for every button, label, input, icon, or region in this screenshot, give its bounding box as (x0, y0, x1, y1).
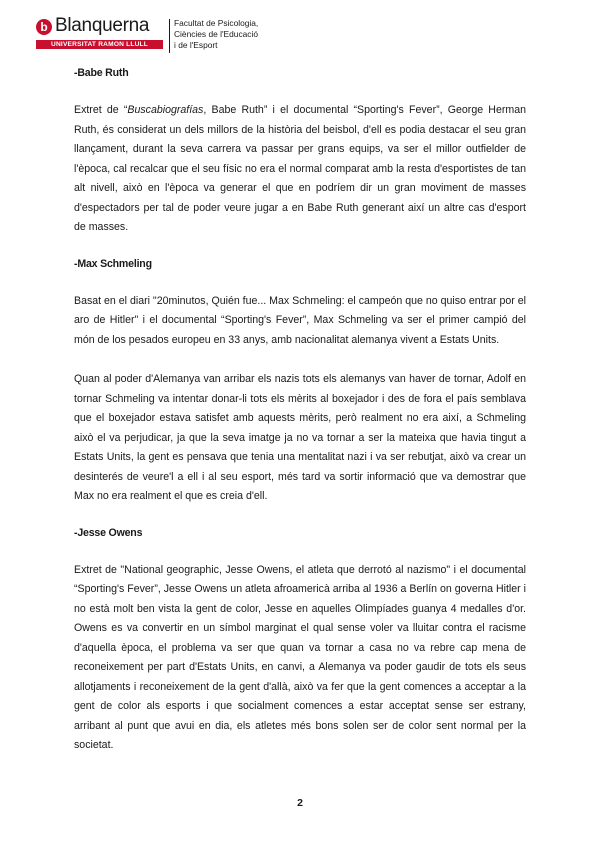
section-max-schmeling (74, 258, 526, 507)
paragraph-text: Quan al poder d'Alemanya van arribar els nazis tots els alemanys van haver de tornar, Adolf en tornar Schmeling va intentar donar-li tots els mèrits al boxejador i des de fora el país semblava que el boxejador estava satisfet amb aquests mèrits, però realment no era així, a Schmeling això el va perjudicar, ja que la seva imatge ja no va tornar a ser la mateixa que havia tingut a Estats Units, la gent es pensava que tenia una mentalitat nazi i va ser rebutjat, això va crear un desinterés de veure'l a ell i al seu esport, més tard va sortir informació que va demostrar que Max no era realment el que es creia d'ell. (74, 373, 526, 502)
university-bar: UNIVERSITAT RAMON LLULL (36, 40, 163, 49)
paragraph (74, 561, 526, 756)
paragraph (74, 292, 526, 351)
section-heading: -Max Schmeling (74, 257, 152, 270)
faculty-line: Ciències de l'Educació (174, 29, 258, 39)
section-babe-ruth (74, 67, 526, 238)
paragraph-text: , Babe Ruth” i el documental “Sporting's Fever”, George Herman Ruth, és considerat un dels millors de la història del beisbol, d'ell es podia destacar el seu gran llançament, durant la seva carrera va passar per grans equips, va ser el millor outfielder de l'època, cal recalcar que el seu físic no era el normal comparat amb la resta d'esportistes de tan alt nivell, això en l'època va generar el que en podríem dir un gran moviment de masses d'espectadors per tal de poder veure jugar a en Babe Ruth generant així un altre cas d'esport de masses. (74, 104, 526, 233)
header-divider (169, 19, 170, 53)
faculty-line: i de l'Esport (174, 40, 218, 50)
faculty-line: Facultat de Psicologia, (174, 18, 259, 28)
section-heading: -Jesse Owens (74, 526, 143, 539)
brand-name: Blanquerna (55, 15, 150, 36)
faculty-name (174, 18, 258, 51)
blanquerna-logo-icon: b (36, 19, 52, 35)
section-jesse-owens (74, 527, 526, 756)
page-number: 2 (297, 797, 303, 809)
paragraph-text: Basat en el diari "20minutos, Quién fue... Max Schmeling: el campeón que no quiso entrar por el aro de Hitler" i el documental “Sporting's Fever”, Max Schmeling va ser el primer campió del món de los pesados europeu en 33 anys, amb nacionalitat alemanya vivent a Estats Units. (74, 294, 526, 346)
page-header (36, 17, 276, 57)
document-body (74, 67, 526, 776)
paragraph (74, 101, 526, 238)
italic-title: Buscabiografías (127, 104, 204, 116)
section-heading: -Babe Ruth (74, 67, 129, 79)
paragraph-text: Extret de "National geographic, Jesse Owens, el atleta que derrotó al nazismo" i el documental “Sporting's Fever”, Jesse Owens un atleta afroamericà arriba al 1936 a Berlín on governa Hitler i no està molt ben vista la gent de color, Jesse en aquelles Olimpíades guanya 4 medalles d'or. Owens es va convertir en un símbol marginat el qual sense voler va lluitar contra el racisme d'aquella època, el problema va ser que quan va tornar a casa no va rebre cap mena de reconeixement per part d'Estats Units, en canvi, a Alemanya va poder gaudir de tots els seus allotjaments i reconeixement de la gent d'allà, això va fer que la gent comences a acceptar a la gent de color als esports i que socialment comences a estar acceptat sense ser estrany, arribant al punt que avui en dia, els atletes més bons solen ser de color sent normal per la societat. (74, 563, 526, 751)
paragraph-text: Extret de “ (74, 104, 128, 116)
paragraph (74, 370, 526, 507)
